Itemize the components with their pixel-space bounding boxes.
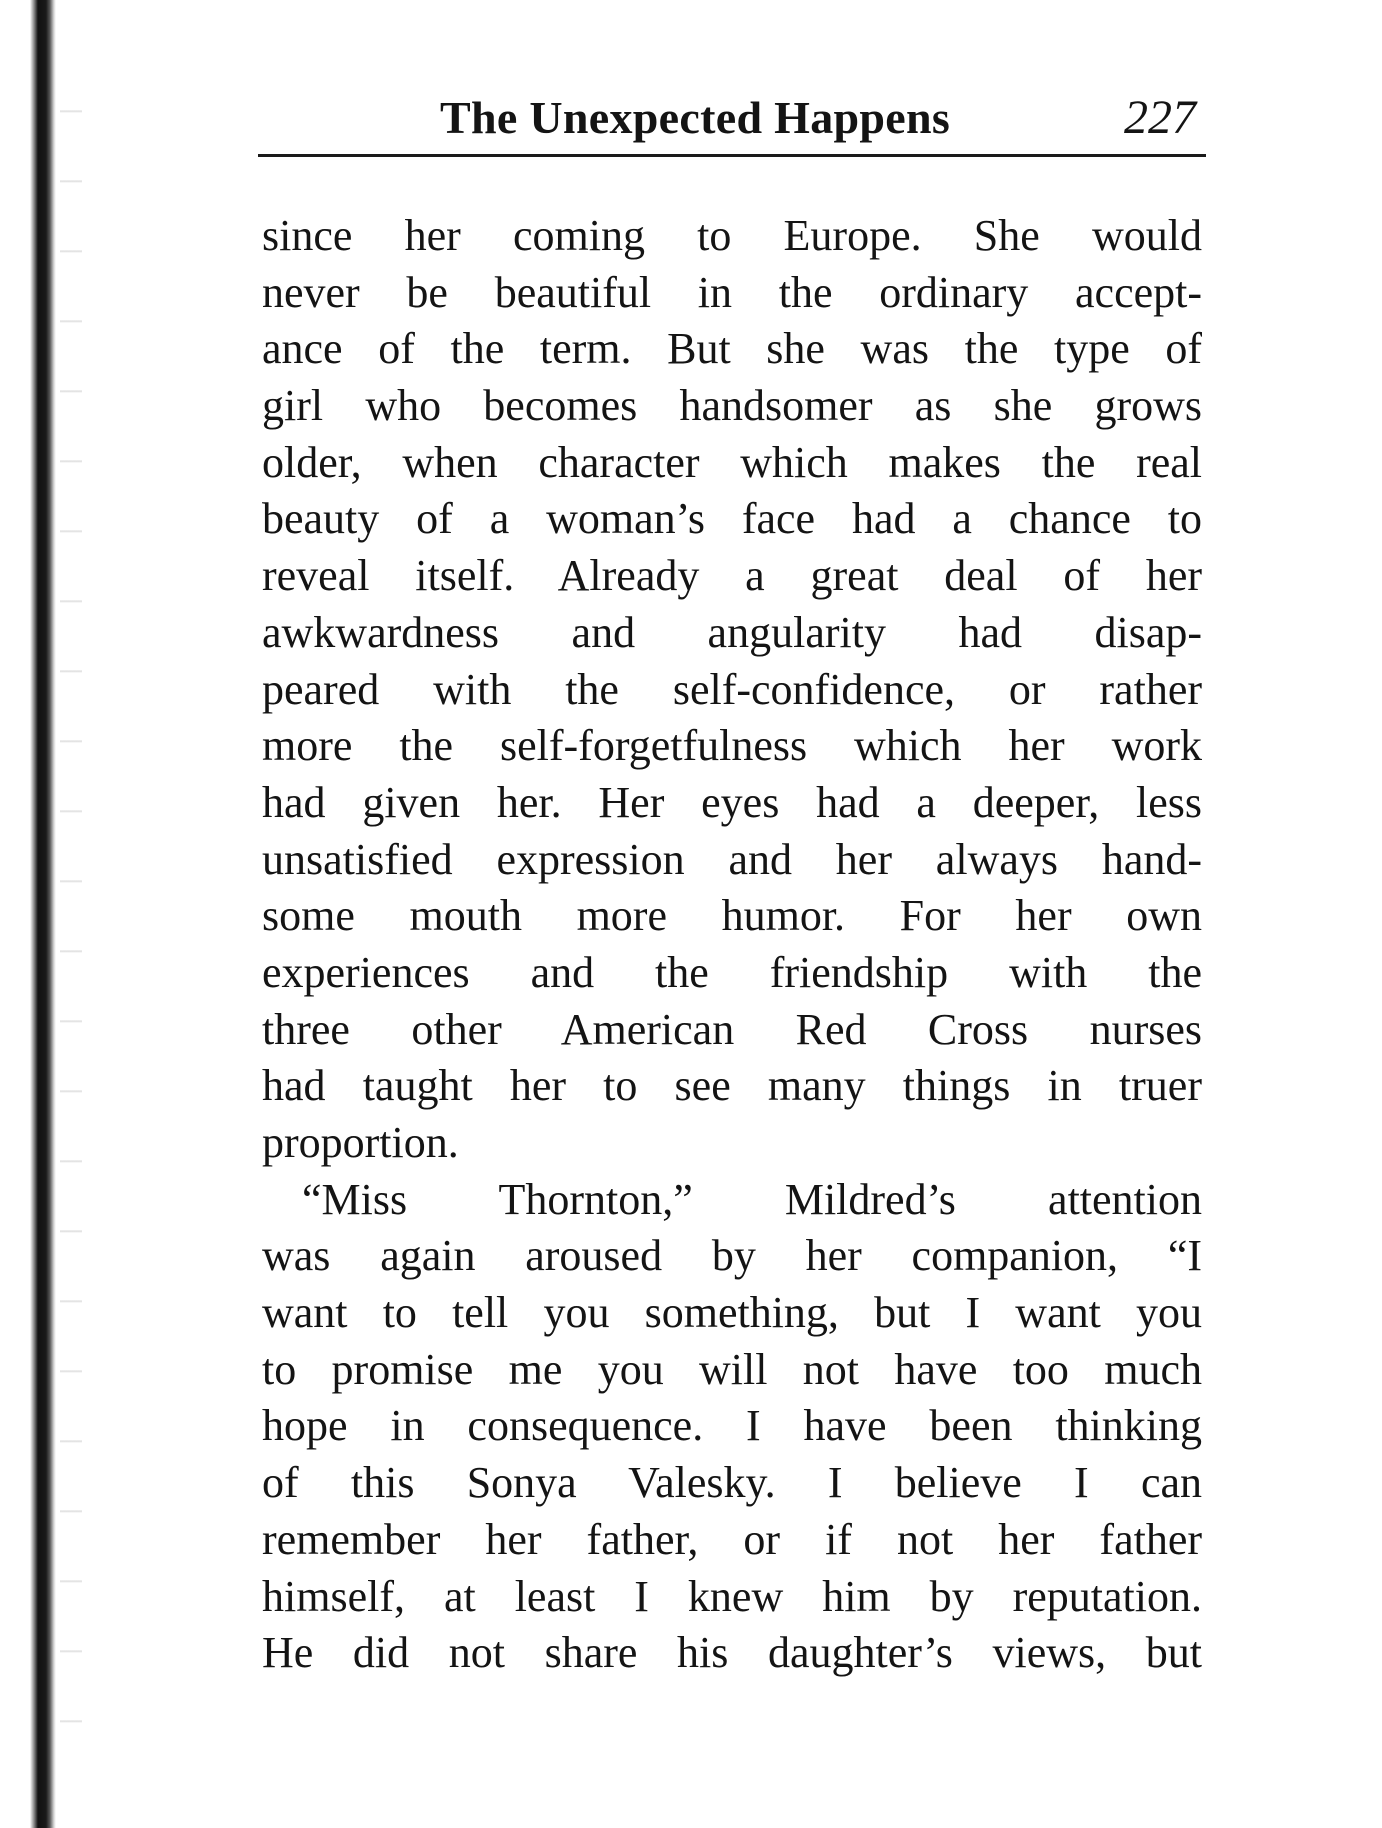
text-line: was again aroused by her companion, “I	[262, 1231, 1202, 1281]
paragraph-2	[262, 1172, 1202, 1682]
header-rule	[258, 154, 1206, 157]
text-line: to promise me you will not have too much	[262, 1344, 1202, 1394]
page-header	[258, 90, 1206, 150]
text-line: “Miss Thornton,” Mildred’s attention	[302, 1174, 1202, 1224]
text-line: never be beautiful in the ordinary accept-	[262, 267, 1202, 317]
text-line: want to tell you something, but I want you	[262, 1288, 1202, 1338]
text-line: girl who becomes handsomer as she grows	[262, 381, 1202, 431]
binding-scan-speckle	[60, 80, 82, 1760]
text-line: had given her. Her eyes had a deeper, less	[262, 777, 1202, 827]
text-line: some mouth more humor. For her own	[262, 891, 1202, 941]
text-line: awkwardness and angularity had disap-	[262, 607, 1202, 657]
text-line: hope in consequence. I have been thinking	[262, 1401, 1202, 1451]
text-line: himself, at least I knew him by reputation.	[262, 1571, 1202, 1621]
paragraph-1	[262, 208, 1202, 1172]
text-line: unsatisfied expression and her always hand-	[262, 834, 1202, 884]
text-line: experiences and the friendship with the	[262, 947, 1202, 997]
running-title: The Unexpected Happens	[440, 92, 951, 143]
text-line: remember her father, or if not her father	[262, 1514, 1202, 1564]
text-line: peared with the self-confidence, or rather	[262, 664, 1202, 714]
text-line: He did not share his daughter’s views, but	[262, 1628, 1202, 1678]
page-number: 227	[1124, 91, 1196, 144]
text-line: more the self-forgetfulness which her work	[262, 721, 1202, 771]
text-line: proportion.	[262, 1118, 459, 1167]
text-line: had taught her to see many things in truer	[262, 1061, 1202, 1111]
text-line: reveal itself. Already a great deal of her	[262, 551, 1202, 601]
text-line: of this Sonya Valesky. I believe I can	[262, 1458, 1202, 1508]
text-line: three other American Red Cross nurses	[262, 1004, 1202, 1054]
book-binding-edge	[30, 0, 56, 1828]
text-line: older, when character which makes the real	[262, 437, 1202, 487]
text-line: ance of the term. But she was the type of	[262, 324, 1202, 374]
text-line: beauty of a woman’s face had a chance to	[262, 494, 1202, 544]
text-line: since her coming to Europe. She would	[262, 211, 1202, 260]
body-text	[262, 208, 1202, 1682]
